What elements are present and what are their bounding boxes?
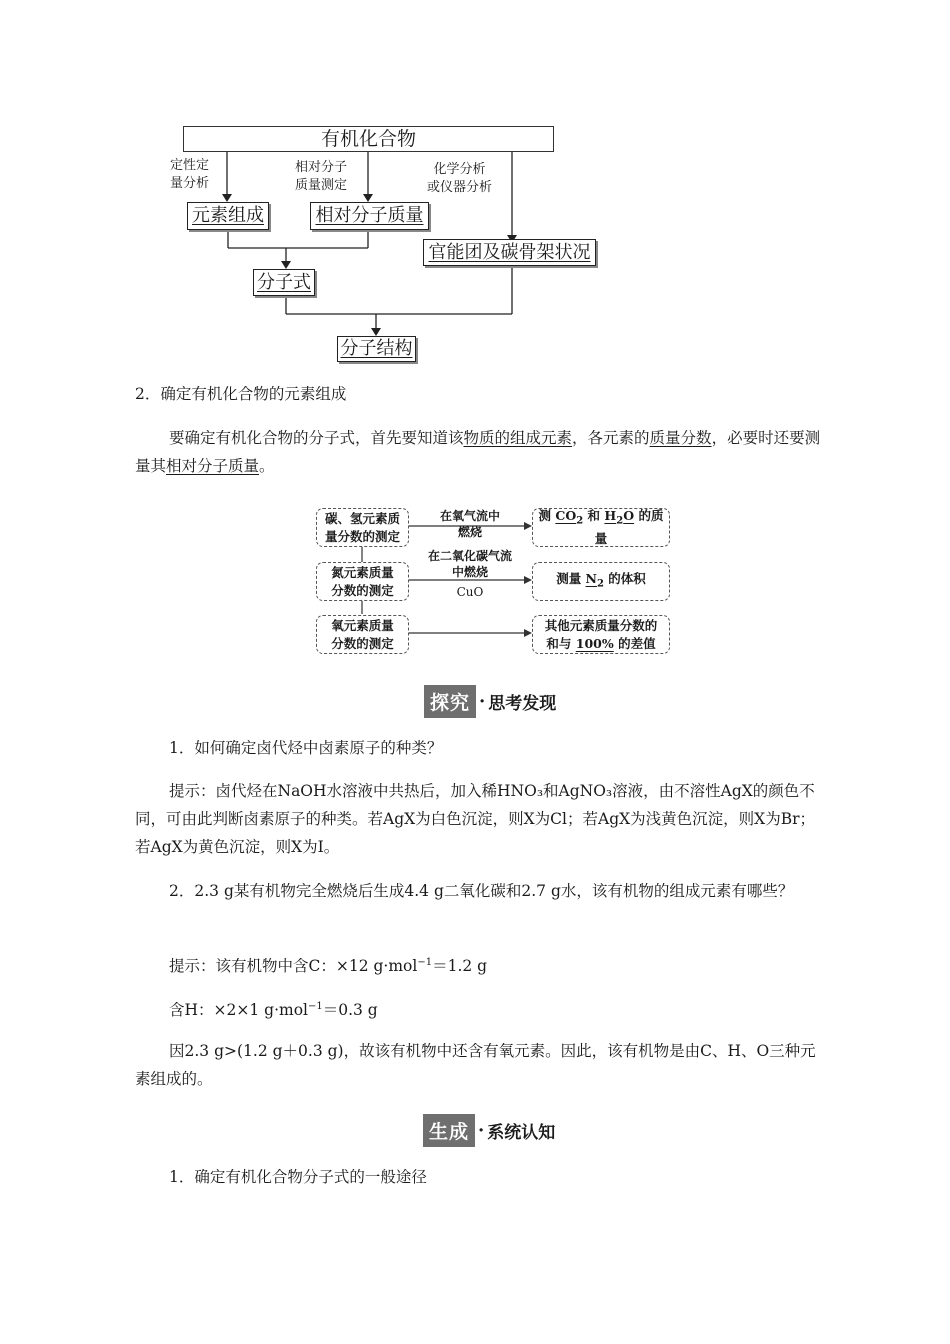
question-2-hint-carbon xyxy=(135,949,825,980)
label-line: 相对分子 xyxy=(295,160,348,175)
underlined-term: 质量分数 xyxy=(649,429,712,447)
subscript: 2 xyxy=(616,515,624,527)
text-run: 的体积 xyxy=(603,570,646,586)
box-line: 分数的测定 xyxy=(331,582,394,598)
label-line: 定性定 xyxy=(170,158,210,173)
text-run: ＝1.2 g xyxy=(432,957,488,976)
subscript: 2 xyxy=(576,515,584,527)
question-1-hint: 提示：卤代烃在NaOH水溶液中共热后，加入稀HNO₃和AgNO₃溶液，由不溶性AgX的颜色不同，可由此判断卤素原子的种类。若AgX为白色沉淀，则X为Cl；若AgX为浅黄色沉淀，则X为Br；若AgX为黄色沉淀，则X为I。 xyxy=(135,782,815,856)
underlined-term: 相对分子质量 xyxy=(166,457,260,475)
text-run: CO xyxy=(555,507,577,523)
carbon-hydrogen-box xyxy=(316,508,409,547)
other-elements-difference-box xyxy=(532,615,670,654)
label-line: 中燃烧 xyxy=(451,565,488,579)
label-line: 燃烧 xyxy=(457,525,482,539)
section-1-title: 1．确定有机化合物分子式的一般途径 xyxy=(169,1168,427,1186)
text-run: 含H：×2×1 g·mol xyxy=(169,1001,308,1020)
text-run: 和 xyxy=(583,507,605,523)
oxygen-box xyxy=(316,615,409,654)
element-composition-box xyxy=(187,202,269,230)
label-line: 化学分析 xyxy=(433,162,486,177)
nitrogen-box xyxy=(316,562,409,601)
text-run: 的差值 xyxy=(613,635,656,651)
qualitative-analysis-label xyxy=(170,157,209,193)
superscript: −1 xyxy=(307,1001,323,1012)
text-run: 测量 xyxy=(556,570,586,586)
chemical-analysis-label xyxy=(427,161,492,197)
text-run: 要确定有机化合物的分子式，首先要知道该 xyxy=(169,429,464,447)
question-2-conclusion: 因2.3 g>(1.2 g＋0.3 g)，故该有机物中还含有氧元素。因此，该有机物是由C、H、O三种元素组成的。 xyxy=(135,1042,816,1088)
functional-group-box xyxy=(423,239,596,266)
question-1: 1．如何确定卤代烃中卤素原子的种类？ xyxy=(169,739,443,757)
generate-heading-text: 系统认知 xyxy=(487,1123,556,1143)
text-run: H xyxy=(604,507,617,523)
superscript: −1 xyxy=(417,957,433,968)
element-composition-text: 元素组成 xyxy=(192,205,264,226)
co2-flow-label xyxy=(413,548,527,600)
text-run: ，各元素的 xyxy=(572,429,650,447)
box-line: 氮元素质量 xyxy=(331,564,394,580)
text-run: 提示：该有机物中含C：×12 g·mol xyxy=(169,957,418,976)
molar-mass-measure-label xyxy=(295,159,347,195)
section-2-title: 2．确定有机化合物的元素组成 xyxy=(135,385,347,403)
label-line: 质量测定 xyxy=(295,178,348,193)
label-line: 量分析 xyxy=(170,176,210,191)
text-run: N xyxy=(585,570,597,586)
relative-molecular-mass-text: 相对分子质量 xyxy=(315,205,424,226)
box-line: 氧元素质量 xyxy=(331,617,394,633)
organic-compound-box: 有机化合物 xyxy=(183,126,554,152)
text-run: 。 xyxy=(259,457,275,475)
explore-heading-text: 思考发现 xyxy=(488,694,557,714)
generate-heading xyxy=(423,1114,555,1147)
underlined-term: 100% xyxy=(575,635,614,651)
text-run: 和与 xyxy=(546,635,576,651)
text-run: 测 xyxy=(538,507,556,523)
label-line: CuO xyxy=(456,585,484,599)
functional-group-text: 官能团及碳骨架状况 xyxy=(428,241,591,263)
oxygen-flow-label xyxy=(415,508,525,540)
molecular-structure-box xyxy=(337,336,416,362)
box-line: 其他元素质量分数的 xyxy=(544,617,658,633)
underlined-term: 物质的组成元素 xyxy=(463,429,573,447)
measure-co2-h2o-box xyxy=(532,508,670,547)
text-run: ＝0.3 g xyxy=(322,1001,378,1020)
molecular-structure-text: 分子结构 xyxy=(340,338,413,359)
heading-dot: · xyxy=(479,691,486,712)
generate-badge: 生成 xyxy=(423,1114,475,1147)
section-2-paragraph xyxy=(135,424,825,480)
subscript: 2 xyxy=(596,578,604,590)
text-run: ，必要时还要测量其 xyxy=(135,429,821,475)
text-run: 的质量 xyxy=(594,507,664,547)
question-2-hint-hydrogen xyxy=(135,993,825,1024)
explore-heading xyxy=(424,685,556,718)
relative-molecular-mass-box xyxy=(310,202,429,230)
molecular-formula-text: 分子式 xyxy=(257,271,311,293)
question-2: 2．2.3 g某有机物完全燃烧后生成4.4 g二氧化碳和2.7 g水，该有机物的组成元素有哪些？ xyxy=(169,882,794,900)
box-line: 碳、氢元素质 xyxy=(324,510,400,526)
label-line: 或仪器分析 xyxy=(427,180,493,195)
heading-dot: · xyxy=(478,1120,485,1141)
measure-n2-box xyxy=(532,562,670,601)
label-line: 在二氧化碳气流 xyxy=(427,549,512,563)
box-line: 分数的测定 xyxy=(331,635,394,651)
label-line: 在氧气流中 xyxy=(439,509,500,523)
explore-badge: 探究 xyxy=(424,685,476,718)
box-line: 量分数的测定 xyxy=(324,528,400,544)
molecular-formula-box xyxy=(253,269,315,296)
text-run: O xyxy=(623,507,635,523)
